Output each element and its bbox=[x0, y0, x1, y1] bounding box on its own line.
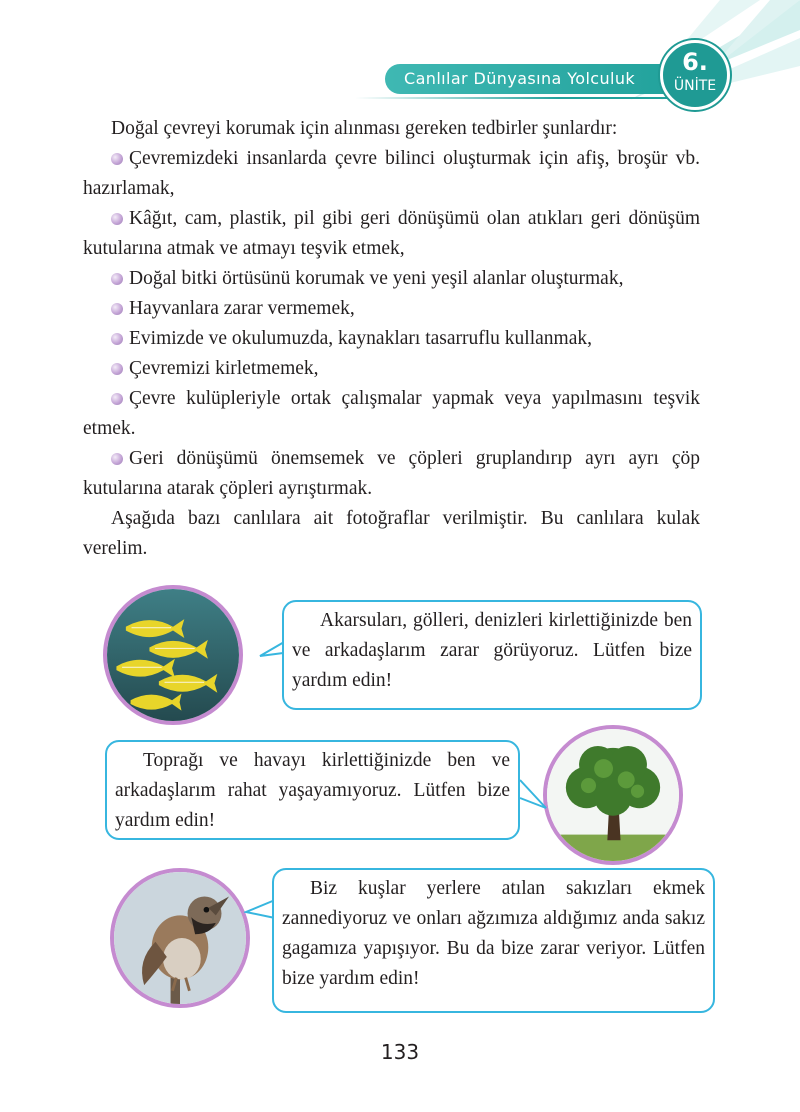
tree-speech-bubble bbox=[105, 740, 520, 840]
bullet-icon bbox=[111, 303, 123, 315]
measure-item: Evimizde ve okulumuzda, kaynakları tasarruflu kullanmak, bbox=[83, 324, 700, 354]
page-number: 133 bbox=[380, 1040, 420, 1064]
photos-intro: Aşağıda bazı canlılara ait fotoğraflar verilmiştir. Bu canlılara kulak verelim. bbox=[83, 508, 700, 559]
tree-speech-text: Toprağı ve havayı kirlettiğinizde ben ve arkadaşlarım rahat yaşayamıyoruz. Lütfen bize yardım edin! bbox=[115, 750, 510, 831]
bullet-icon bbox=[111, 363, 123, 375]
unit-number: 6. bbox=[682, 48, 708, 76]
measure-item: Çevremizdeki insanlarda çevre bilinci oluşturmak için afiş, broşür vb. hazırlamak, bbox=[83, 148, 700, 199]
measure-item: Doğal bitki örtüsünü korumak ve yeni yeşil alanlar oluşturmak, bbox=[83, 264, 700, 294]
measure-item: Çevre kulüpleriyle ortak çalışmalar yapmak veya yapılmasını teşvik etmek. bbox=[83, 388, 700, 439]
tree-bubble-tail bbox=[518, 776, 548, 810]
fish-speech-bubble bbox=[282, 600, 702, 710]
header-rule bbox=[355, 97, 695, 99]
bullet-icon bbox=[111, 333, 123, 345]
bullet-icon bbox=[111, 393, 123, 405]
measure-item: Kâğıt, cam, plastik, pil gibi geri dönüşümü olan atıkları geri dönüşüm kutularına atmak ve atmayı teşvik etmek, bbox=[83, 208, 700, 259]
unit-title: Canlılar Dünyasına Yolculuk bbox=[404, 69, 636, 88]
tree-photo bbox=[543, 725, 683, 865]
bullet-icon bbox=[111, 213, 123, 225]
bird-speech-bubble bbox=[272, 868, 715, 1013]
bullet-icon bbox=[111, 273, 123, 285]
measure-item: Hayvanlara zarar vermemek, bbox=[83, 294, 700, 324]
fish-speech-text: Akarsuları, gölleri, denizleri kirlettiğinizde ben ve arkadaşlarım zarar görüyoruz. Lütfen bize yardım edin! bbox=[292, 610, 692, 691]
bullet-icon bbox=[111, 453, 123, 465]
unit-badge bbox=[660, 40, 730, 110]
bird-speech-text: Biz kuşlar yerlere atılan sakızları ekmek zannediyoruz ve onları ağzımıza aldığımız anda sakız gagamıza yapışıyor. Bu da bize zarar veriyor. Lütfen bize yardım edin! bbox=[282, 878, 705, 989]
sparrow-photo bbox=[110, 868, 250, 1008]
measure-item: Çevremizi kirletmemek, bbox=[83, 354, 700, 384]
measure-item: Geri dönüşümü önemsemek ve çöpleri gruplandırıp ayrı ayrı çöp kutularına atarak çöpleri ayrıştırmak. bbox=[83, 448, 700, 499]
unit-label: ÜNİTE bbox=[673, 78, 717, 94]
bullet-icon bbox=[111, 153, 123, 165]
intro-paragraph: Doğal çevreyi korumak için alınması gereken tedbirler şunlardır: bbox=[111, 118, 618, 139]
main-text bbox=[83, 114, 700, 564]
fish-photo bbox=[103, 585, 243, 725]
